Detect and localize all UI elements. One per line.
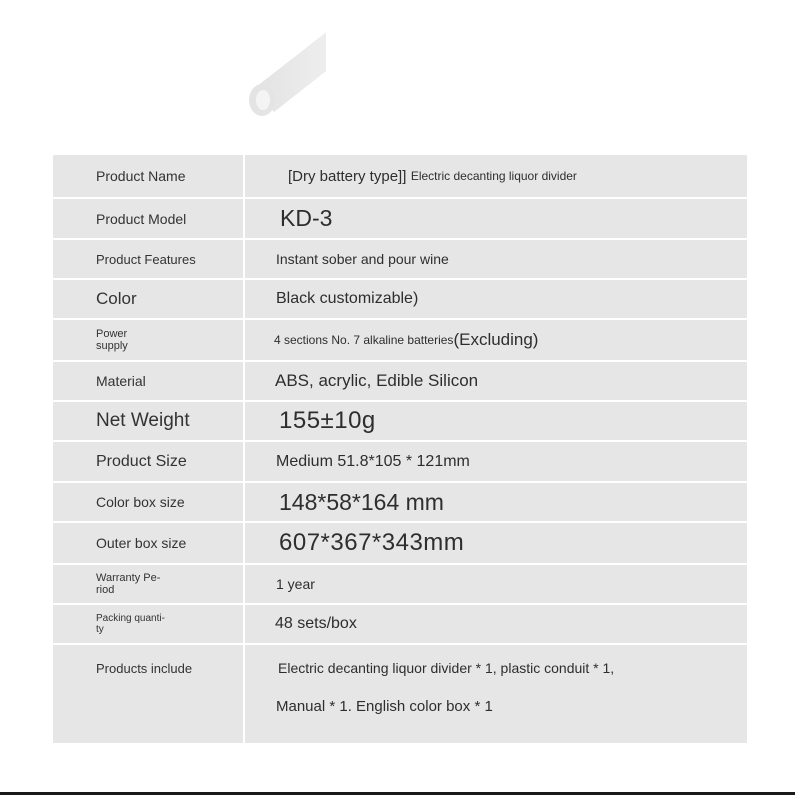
row-label: Net Weight: [53, 402, 245, 440]
row-value: 48 sets/box: [275, 615, 357, 632]
row-value: Instant sober and pour wine: [276, 251, 449, 267]
silicone-tube-image: [246, 0, 326, 140]
row-value: KD-3: [280, 205, 333, 231]
label-line: Power: [96, 328, 128, 340]
row-label: Material: [53, 362, 245, 400]
table-row: [53, 523, 747, 563]
value-text: Electric decanting liquor divider: [410, 169, 577, 183]
table-row: [53, 199, 747, 238]
label-line: riod: [96, 584, 115, 596]
value-prefix: [Dry battery type]]: [288, 167, 407, 185]
label-line: Warranty Pe-: [96, 572, 161, 584]
row-value: 1 year: [276, 576, 315, 592]
row-value: Medium 51.8*105 * 121mm: [276, 452, 470, 470]
row-label: [53, 320, 245, 360]
label-line: Packing quanti-: [96, 613, 165, 624]
value-line: Manual * 1. English color box * 1: [276, 698, 493, 715]
label-line: supply: [96, 340, 128, 352]
table-row: [53, 442, 747, 481]
table-row: [53, 605, 747, 643]
row-label: Product Size: [53, 442, 245, 481]
table-row: [53, 402, 747, 440]
table-row: [53, 645, 747, 743]
row-label: Product Model: [53, 199, 245, 238]
row-value: [245, 645, 747, 743]
row-label: [53, 565, 245, 603]
table-row: [53, 483, 747, 521]
value-text: 4 sections No. 7 alkaline batteries: [274, 333, 454, 347]
table-row: [53, 280, 747, 318]
row-value: [245, 155, 747, 197]
row-label: Color: [53, 280, 245, 318]
row-value: ABS, acrylic, Edible Silicon: [275, 371, 479, 390]
row-value: [245, 320, 747, 360]
row-value: Black customizable): [276, 290, 419, 307]
row-label: Outer box size: [53, 523, 245, 563]
value-suffix: (Excluding): [453, 330, 539, 349]
row-value: 155±10g: [279, 407, 376, 434]
row-label: [53, 605, 245, 643]
table-row: [53, 240, 747, 278]
row-label: Color box size: [53, 483, 245, 521]
spec-table: [53, 155, 747, 745]
row-value: 148*58*164 mm: [279, 488, 444, 515]
table-row: [53, 320, 747, 360]
row-label: Products include: [53, 645, 245, 743]
row-value: 607*367*343mm: [279, 529, 465, 556]
label-line: ty: [96, 624, 104, 635]
row-label: Product Name: [53, 155, 245, 197]
row-label: Product Features: [53, 240, 245, 278]
table-row: [53, 155, 747, 197]
table-row: [53, 565, 747, 603]
value-line: Electric decanting liquor divider * 1, plastic conduit * 1,: [278, 660, 615, 676]
table-row: [53, 362, 747, 400]
